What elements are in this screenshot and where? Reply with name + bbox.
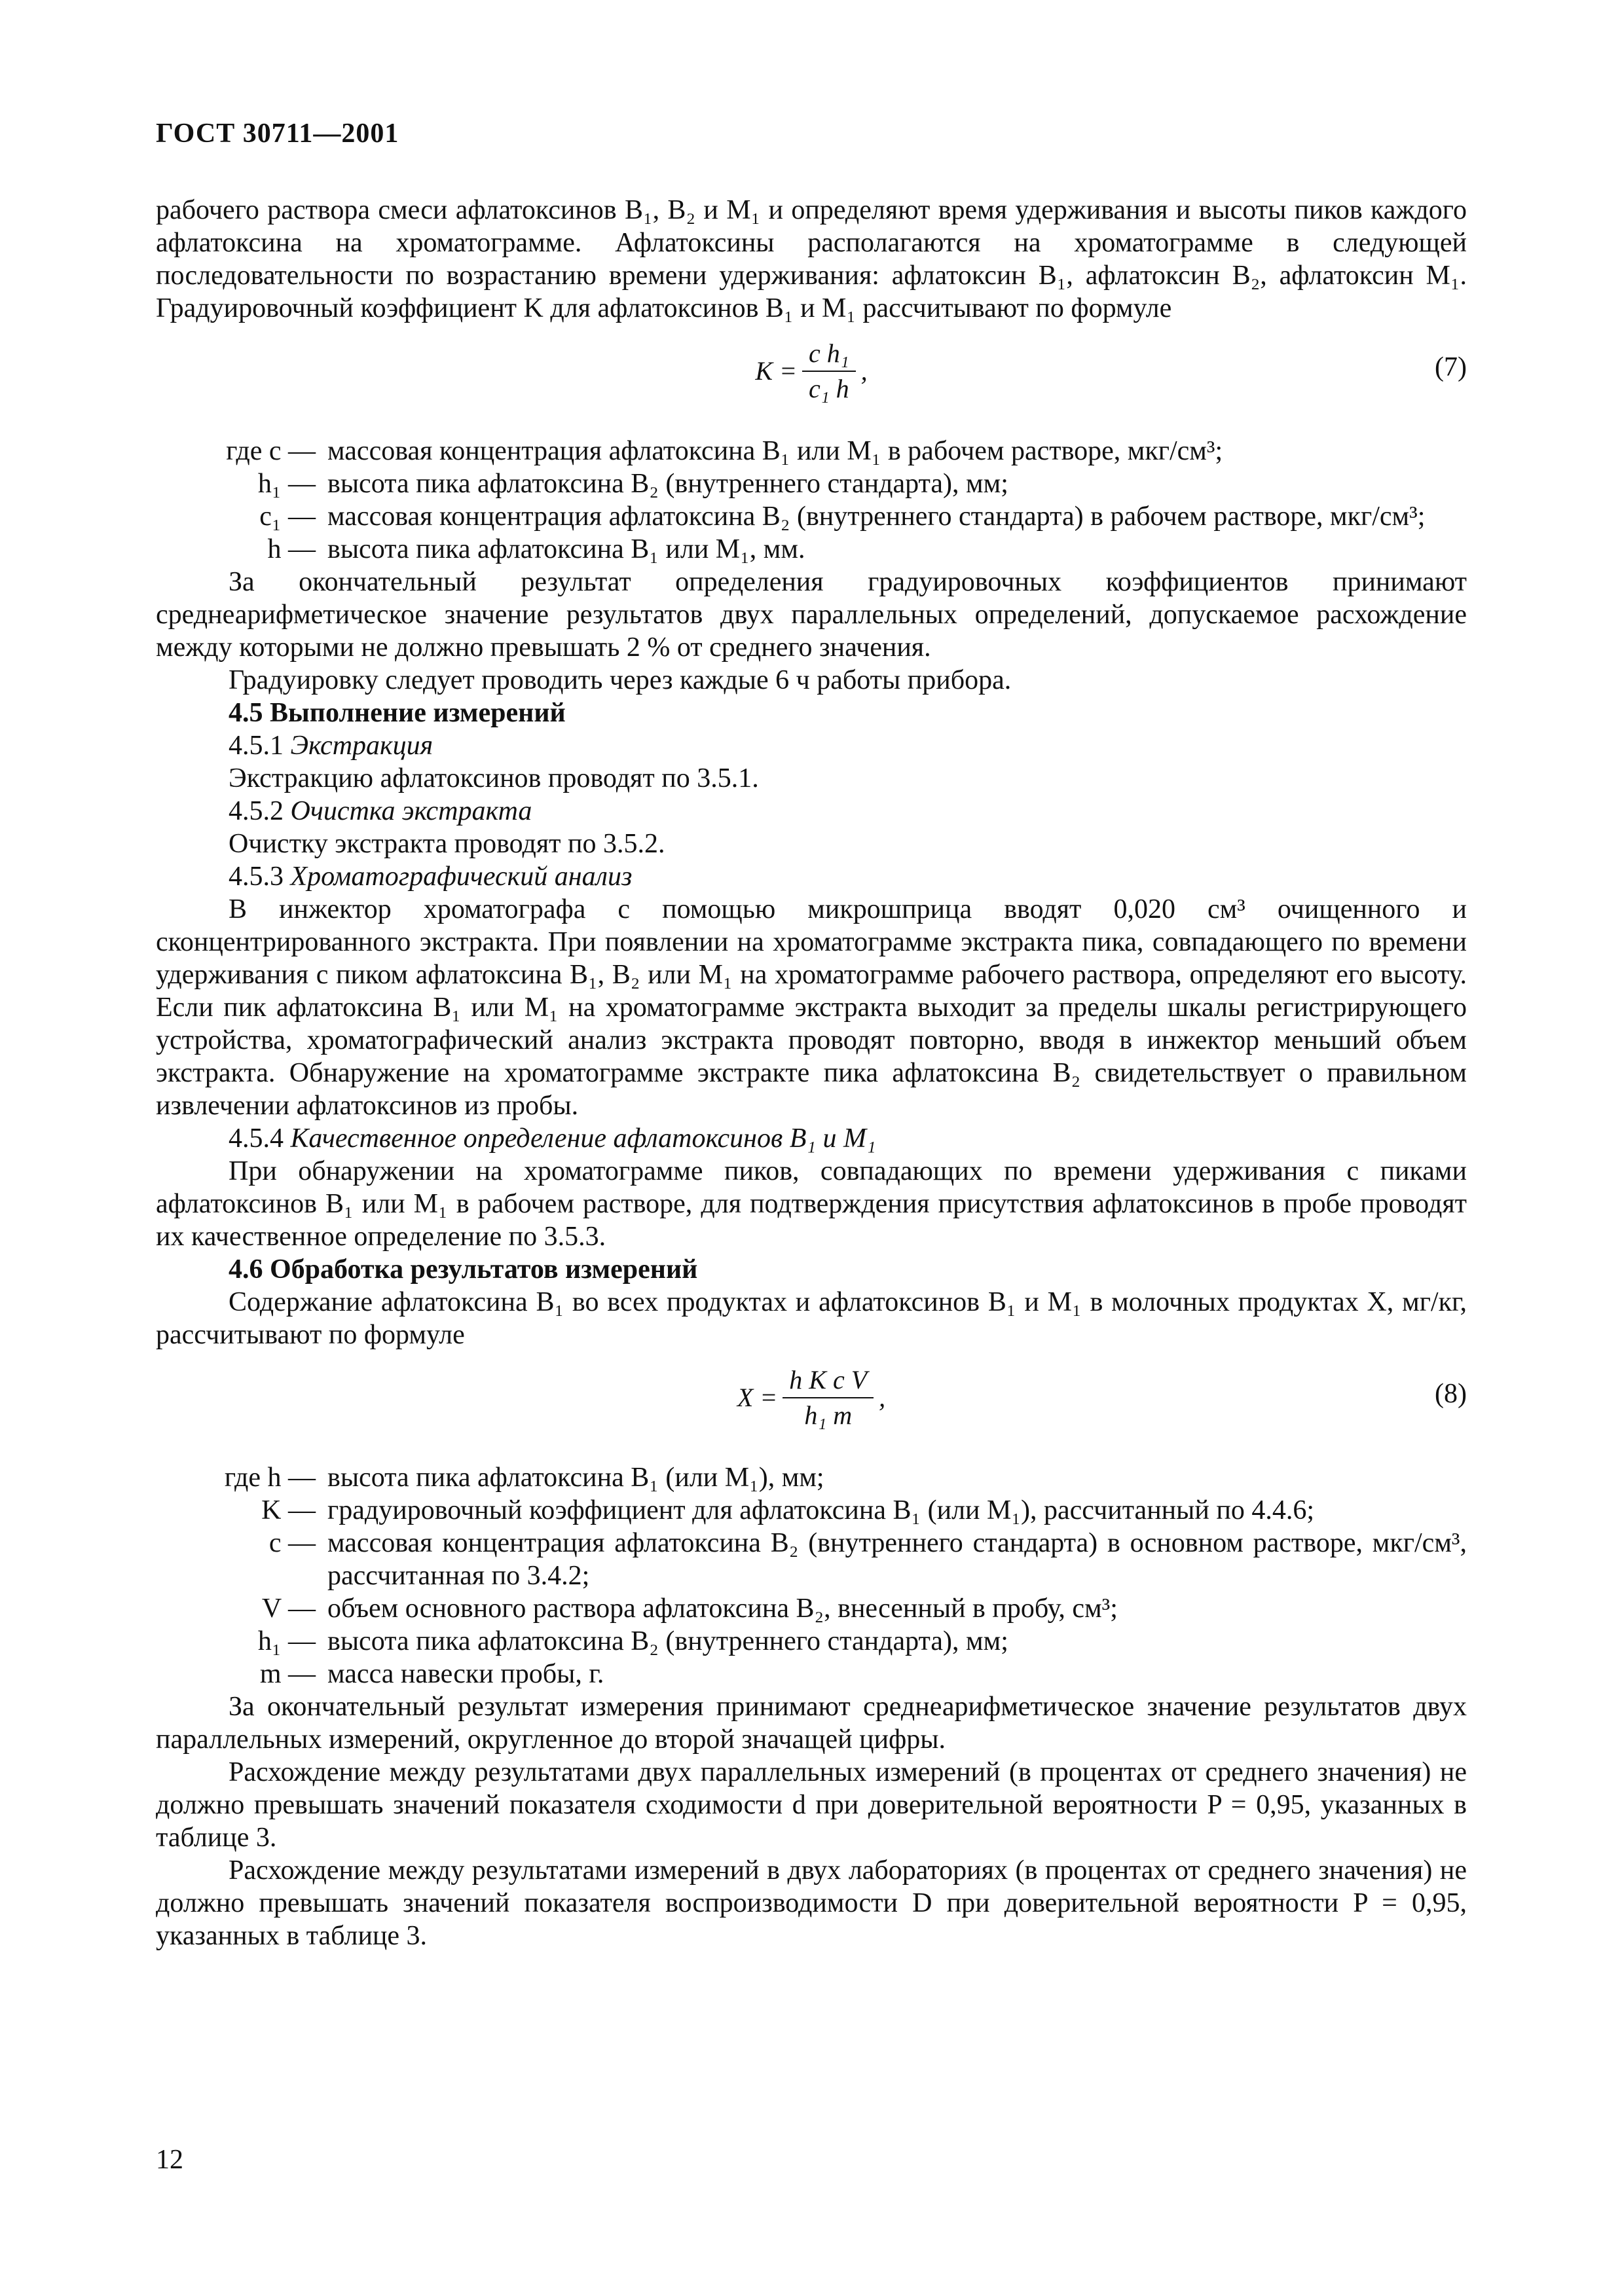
definition-row: [156, 1625, 1467, 1658]
definition-text: высота пика афлатоксина B₂ (внутреннего стандарта), мм;: [327, 1626, 1008, 1656]
definition-text: объем основного раствора афлатоксина B₂, внесенный в пробу, см³;: [327, 1594, 1118, 1624]
page-number: 12: [156, 2145, 183, 2175]
paragraph-reproducibility: Расхождение между результатами измерений в двух лабораториях (в процентах от среднего значения) не должно превышать значений показателя воспроизводимости D при доверительной вероятности P = 0,95, указанных в таблице 3.: [156, 1855, 1467, 1951]
paragraph-calibration-interval: Градуировку следует проводить через каждые 6 ч работы прибора.: [229, 665, 1012, 695]
formula-7-fraction: [802, 339, 856, 403]
subsection-number: 4.5.4: [229, 1123, 284, 1154]
subsection-title: Хроматографический анализ: [290, 862, 633, 892]
definition-term: m —: [259, 1659, 316, 1689]
formula-7-denominator: c₁ h: [809, 374, 849, 403]
formula-7-number: (7): [1435, 352, 1467, 382]
formula-7-lhs: K =: [755, 356, 797, 386]
subsection-heading-4-5-2: [156, 795, 1467, 828]
subsection-number: 4.5.2: [229, 796, 284, 826]
definition-term: где c —: [226, 436, 316, 466]
formula-7: [156, 325, 1467, 423]
definition-text: массовая концентрация афлатоксина B₂ (внутреннего стандарта) в рабочем растворе, мкг/см³;: [327, 501, 1426, 532]
definition-text: градуировочный коэффициент для афлатоксина B₁ (или M₁), рассчитанный по 4.4.6;: [327, 1495, 1314, 1525]
definition-term: c —: [268, 1528, 316, 1558]
paragraph-extraction: Экстракцию афлатоксинов проводят по 3.5.1.: [229, 763, 759, 793]
section-heading-4-6: 4.6 Обработка результатов измерений: [229, 1254, 698, 1285]
formula-8-expression: [737, 1366, 885, 1430]
paragraph-cleanup: Очистку экстракта проводят по 3.5.2.: [229, 829, 665, 859]
subsection-heading-4-5-1: [156, 729, 1467, 762]
section-heading-4-5: 4.5 Выполнение измерений: [229, 698, 566, 728]
definition-text: высота пика афлатоксина B₁ или M₁, мм.: [327, 534, 805, 564]
paragraph-content-formula-intro: Содержание афлатоксина B₁ во всех продуктах и афлатоксинов B₁ и M₁ в молочных продуктах X, мг/кг, рассчитывают по формуле: [156, 1287, 1467, 1350]
definition-row: [156, 1527, 1467, 1592]
definition-row: [156, 435, 1467, 467]
subsection-number: 4.5.3: [229, 862, 284, 892]
formula-8-lhs: X =: [737, 1383, 778, 1412]
page-content: [156, 194, 1467, 1952]
formula-7-comma: ,: [860, 356, 868, 386]
formula-8: [156, 1351, 1467, 1449]
definition-term: h₁ —: [257, 469, 316, 499]
formula-7-definitions: [156, 435, 1467, 566]
definition-text: массовая концентрация афлатоксина B₂ (внутреннего стандарта) в основном растворе, мкг/см³, рассчитанная по 3.4.2;: [327, 1528, 1467, 1591]
paragraph-final-result: За окончательный результат измерения принимают среднеарифметическое значение результатов двух параллельных измерений, округленное до второй значащей цифры.: [156, 1692, 1467, 1755]
formula-7-expression: [755, 339, 867, 403]
definition-term: h₁ —: [257, 1626, 316, 1656]
definition-term: K —: [261, 1495, 316, 1525]
definition-row: [156, 1461, 1467, 1494]
formula-7-numerator: c h₁: [802, 339, 856, 372]
subsection-title: Экстракция: [290, 731, 433, 761]
definition-row: [156, 1494, 1467, 1527]
subsection-heading-4-5-3: [156, 860, 1467, 893]
formula-8-comma: ,: [879, 1383, 886, 1412]
formula-8-definitions: [156, 1461, 1467, 1690]
paragraph-chromatography: В инжектор хроматографа с помощью микрошприца вводят 0,020 см³ очищенного и сконцентрированного экстракта. При появлении на хроматограмме экстракта пика, совпадающего по времени удерживания с пиком афлатоксина B₁, B₂ или M₁ на хроматограмме рабочего раствора, определяют его высоту. Если пик афлатоксина B₁ или M₁ на хроматограмме экстракта выходит за пределы шкалы регистрирующего устройства, хроматографический анализ экстракта проводят повторно, вводя в инжектор меньший объем экстракта. Обнаружение на хроматограмме экстракте пика афлатоксина B₂ свидетельствует о правильном извлечении афлатоксинов из пробы.: [156, 894, 1467, 1121]
definition-text: массовая концентрация афлатоксина B₁ или M₁ в рабочем растворе, мкг/см³;: [327, 436, 1223, 466]
formula-8-numerator: h K c V: [783, 1366, 874, 1398]
definition-row: [156, 500, 1467, 533]
formula-8-number: (8): [1435, 1379, 1467, 1409]
subsection-heading-4-5-4: [156, 1122, 1467, 1155]
definition-term: h —: [267, 534, 316, 564]
subsection-title: Очистка экстракта: [290, 796, 532, 826]
paragraph-qualitative: При обнаружении на хроматограмме пиков, совпадающих по времени удерживания с пиками афлатоксинов B₁ или M₁ в рабочем растворе, для подтверждения присутствия афлатоксинов в пробе проводят их качественное определение по 3.5.3.: [156, 1156, 1467, 1252]
subsection-title: Качественное определение афлатоксинов B₁ и M₁: [290, 1123, 876, 1154]
definition-row: [156, 1592, 1467, 1625]
definition-text: высота пика афлатоксина B₁ (или M₁), мм;: [327, 1463, 824, 1493]
standard-header: ГОСТ 30711—2001: [156, 118, 399, 149]
paragraph-intro: рабочего раствора смеси афлатоксинов B₁, B₂ и M₁ и определяют время удерживания и высоты пиков каждого афлатоксина на хроматограмме. Афлатоксины располагаются на хроматограмме в следующей последовательности по возрастанию времени удерживания: афлатоксин B₁, афлатоксин B₂, афлатоксин M₁. Градуировочный коэффициент K для афлатоксинов B₁ и M₁ рассчитывают по формуле: [156, 195, 1467, 323]
definition-term: V —: [261, 1594, 316, 1624]
definition-row: [156, 467, 1467, 500]
subsection-number: 4.5.1: [229, 731, 284, 761]
definition-term: c₁ —: [259, 501, 316, 532]
definition-text: масса навески пробы, г.: [327, 1659, 604, 1689]
definition-text: высота пика афлатоксина B₂ (внутреннего стандарта), мм;: [327, 469, 1008, 499]
paragraph-final-result-calibration: За окончательный результат определения градуировочных коэффициентов принимают среднеарифметическое значение результатов двух параллельных определений, допускаемое расхождение между которыми не должно превышать 2 % от среднего значения.: [156, 567, 1467, 663]
definition-row: [156, 1658, 1467, 1690]
definition-row: [156, 533, 1467, 566]
formula-8-denominator: h₁ m: [804, 1400, 853, 1430]
paragraph-repeatability: Расхождение между результатами двух параллельных измерений (в процентах от среднего значения) не должно превышать значений показателя сходимости d при доверительной вероятности P = 0,95, указанных в таблице 3.: [156, 1757, 1467, 1853]
formula-8-fraction: [783, 1366, 874, 1430]
definition-term: где h —: [224, 1463, 316, 1493]
